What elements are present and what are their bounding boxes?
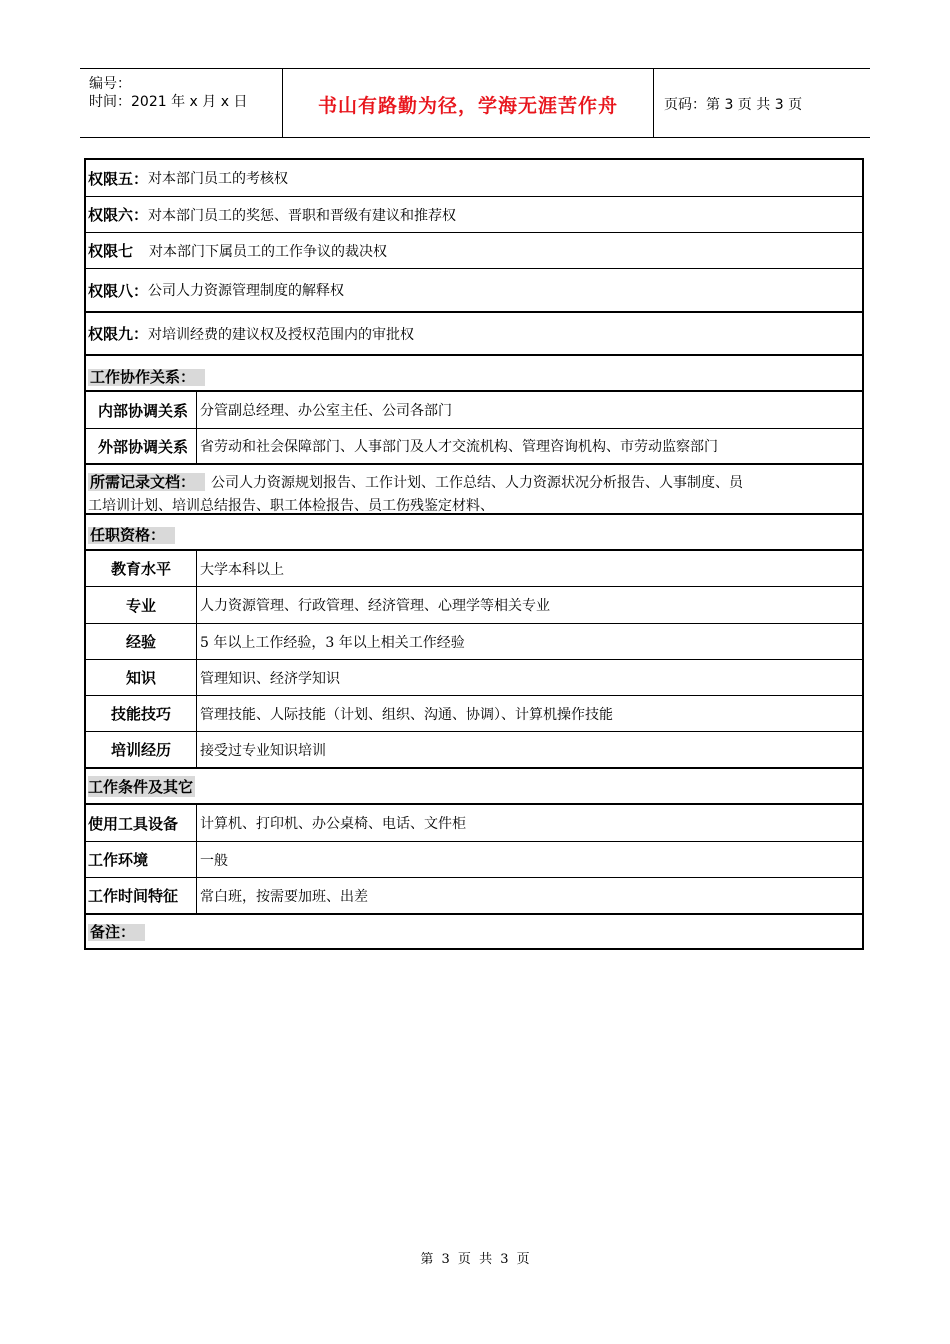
qualification-text: 大学本科以上 xyxy=(200,561,284,578)
qualification-section-header xyxy=(86,515,862,551)
qualification-row-experience xyxy=(86,624,862,660)
conditions-text: 一般 xyxy=(200,852,228,869)
header-motto-cell xyxy=(283,69,654,137)
records-text-line1: 公司人力资源规划报告、工作计划、工作总结、人力资源状况分析报告、人事制度、员 xyxy=(211,475,744,491)
cooperation-row-internal xyxy=(86,392,862,429)
qualification-row-training xyxy=(86,732,862,769)
conditions-label: 使用工具设备 xyxy=(88,814,179,833)
qualification-label: 经验 xyxy=(125,633,156,651)
cooperation-text: 省劳动和社会保障部门、人事部门及人才交流机构、管理咨询机构、市劳动监察部门 xyxy=(200,439,718,455)
conditions-text: 常白班，按需要加班、出差 xyxy=(200,888,368,905)
authority-text: 对本部门员工的考核权 xyxy=(148,171,289,187)
authority-label: 权限六： xyxy=(88,206,149,224)
qualification-label: 技能技巧 xyxy=(110,705,171,723)
footer-text: 页 xyxy=(516,1252,530,1267)
header-meta-cell xyxy=(80,69,283,137)
conditions-label: 工作环境 xyxy=(88,851,149,869)
qualification-title: 任职资格： xyxy=(88,527,175,544)
footer-total-pages: 3 xyxy=(500,1252,509,1267)
cooperation-section-header xyxy=(86,356,862,392)
authority-label: 权限七 xyxy=(88,242,134,260)
motto-text: 书山有路勤为径，学海无涯苦作舟 xyxy=(317,95,618,117)
qualification-label: 教育水平 xyxy=(110,560,171,578)
authority-label: 权限九： xyxy=(88,325,149,343)
qualification-text: 管理技能、人际技能（计划、组织、沟通、协调）、计算机操作技能 xyxy=(200,706,613,723)
job-description-table xyxy=(84,158,864,950)
conditions-row-environment xyxy=(86,842,862,878)
qualification-label: 培训经历 xyxy=(110,741,171,759)
cooperation-text: 分管副总经理、办公室主任、公司各部门 xyxy=(200,403,452,419)
page-footer xyxy=(0,1248,950,1267)
authority-row-9 xyxy=(86,313,862,356)
records-text-line2: 工培训计划、培训总结报告、职工体检报告、员工伤残鉴定材料、 xyxy=(88,498,494,514)
authority-text: 对本部门员工的奖惩、晋职和晋级有建议和推荐权 xyxy=(148,207,457,224)
authority-row-7 xyxy=(86,233,862,269)
qualification-text: 接受过专业知识培训 xyxy=(200,742,326,759)
authority-text: 对本部门下属员工的工作争议的裁决权 xyxy=(149,243,388,260)
notes-section xyxy=(86,915,862,948)
cooperation-label: 外部协调关系 xyxy=(97,437,188,456)
conditions-row-tools xyxy=(86,805,862,842)
qualification-text: 管理知识、经济学知识 xyxy=(200,670,340,687)
qualification-label: 专业 xyxy=(125,596,156,615)
authority-text: 公司人力资源管理制度的解释权 xyxy=(148,283,345,299)
conditions-row-hours xyxy=(86,878,862,915)
cooperation-label: 内部协调关系 xyxy=(97,401,188,420)
authority-row-8 xyxy=(86,269,862,313)
notes-title: 备注： xyxy=(88,924,145,941)
footer-text: 第 xyxy=(420,1252,434,1267)
document-date: 时间：2021 年 x 月 x 日 xyxy=(89,94,248,110)
authority-row-6 xyxy=(86,197,862,233)
conditions-section-header xyxy=(86,769,862,805)
page-info: 页码：第 3 页 共 3 页 xyxy=(664,97,803,113)
qualification-row-knowledge xyxy=(86,660,862,696)
cooperation-title: 工作协作关系： xyxy=(88,369,205,386)
records-title: 所需记录文档： xyxy=(88,473,205,491)
conditions-title: 工作条件及其它 xyxy=(88,777,194,796)
qualification-text: 5 年以上工作经验，3 年以上相关工作经验 xyxy=(200,634,465,651)
header-page-cell xyxy=(654,69,870,137)
page-header xyxy=(80,68,870,138)
records-section xyxy=(86,465,862,515)
authority-label: 权限五： xyxy=(88,169,149,188)
cooperation-row-external xyxy=(86,429,862,465)
footer-text: 共 xyxy=(479,1252,493,1267)
authority-text: 对培训经费的建议权及授权范围内的审批权 xyxy=(148,326,415,343)
document-code-label: 编号： xyxy=(89,76,131,92)
conditions-text: 计算机、打印机、办公桌椅、电话、文件柜 xyxy=(200,816,466,832)
footer-text: 页 xyxy=(457,1252,471,1267)
qualification-label: 知识 xyxy=(125,669,156,687)
qualification-row-skills xyxy=(86,696,862,732)
qualification-text: 人力资源管理、行政管理、经济管理、心理学等相关专业 xyxy=(200,598,550,614)
footer-page-number: 3 xyxy=(441,1252,450,1267)
qualification-row-education xyxy=(86,551,862,587)
conditions-label: 工作时间特征 xyxy=(88,887,179,905)
qualification-row-major xyxy=(86,587,862,624)
authority-row-5 xyxy=(86,160,862,197)
authority-label: 权限八： xyxy=(88,281,149,300)
